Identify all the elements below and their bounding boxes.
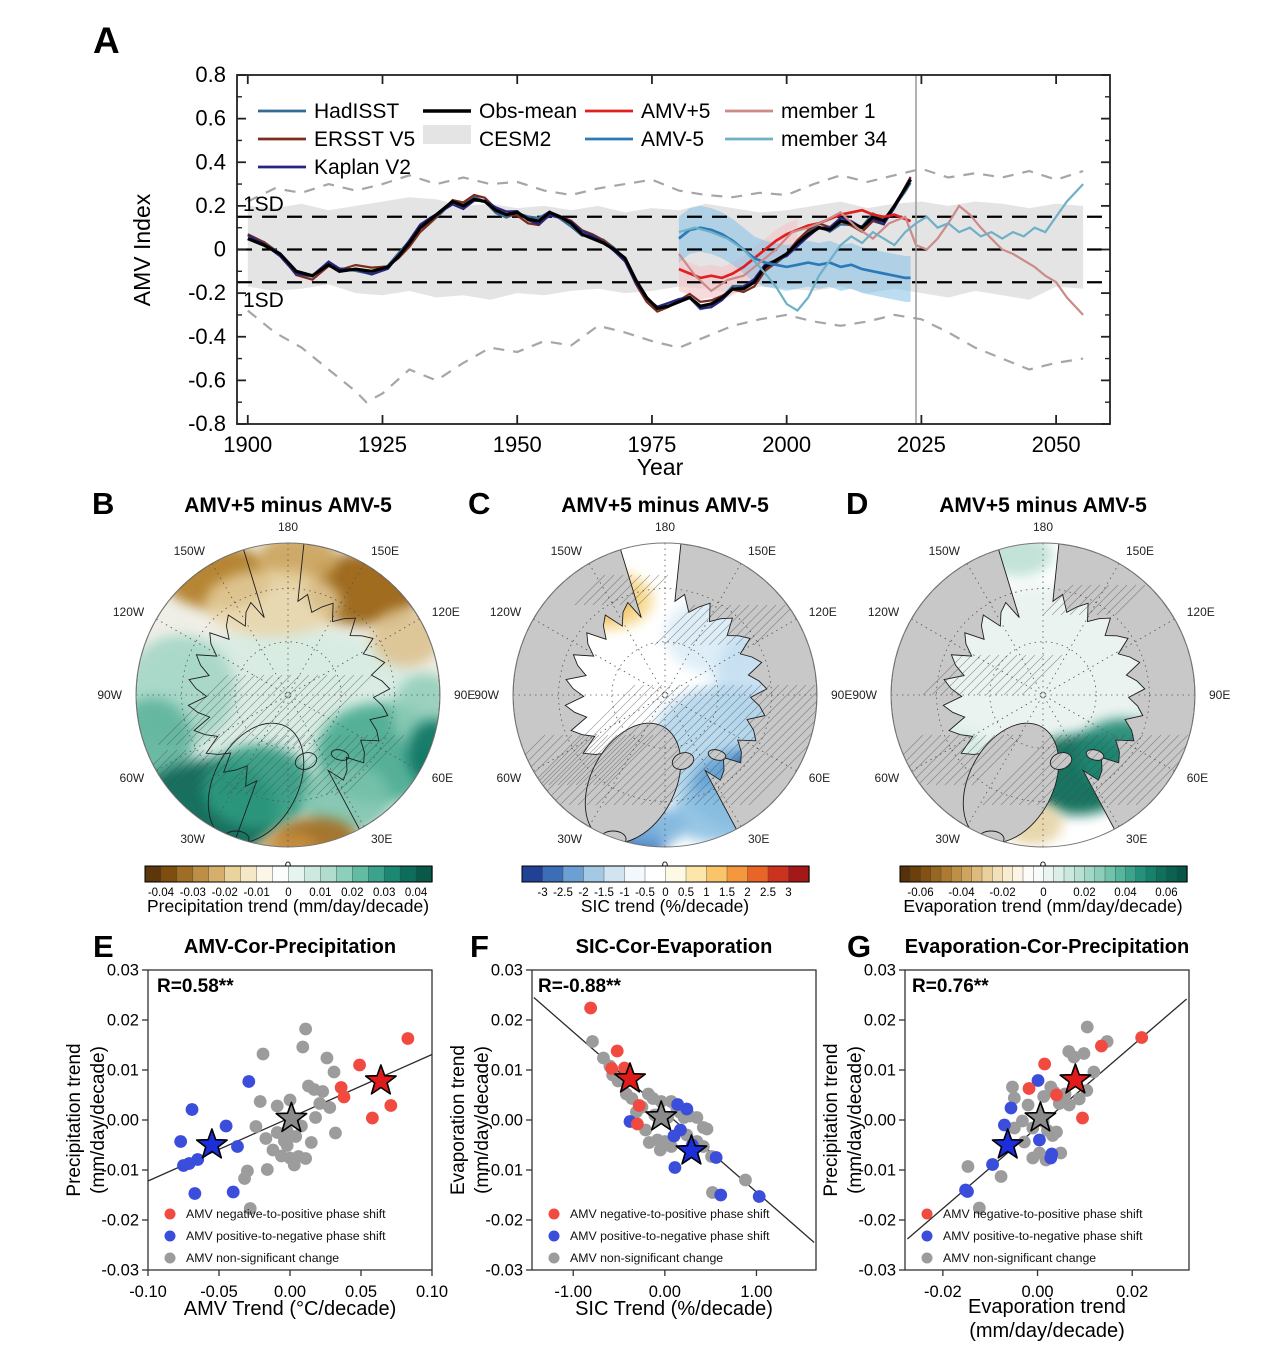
panel-label-d: D [846, 486, 869, 521]
svg-text:0.10: 0.10 [415, 1283, 449, 1301]
panel-label-e: E [93, 929, 114, 964]
svg-text:60W: 60W [119, 771, 145, 785]
svg-text:120E: 120E [431, 605, 460, 619]
svg-text:-2: -2 [578, 887, 589, 899]
svg-text:0.02: 0.02 [1116, 1283, 1149, 1301]
svg-text:1.5: 1.5 [719, 887, 735, 899]
svg-text:AMV positive-to-negative phase: AMV positive-to-negative phase shift [186, 1229, 386, 1243]
svg-text:0.01: 0.01 [106, 1061, 139, 1080]
svg-text:(mm/day/decade): (mm/day/decade) [845, 1046, 866, 1194]
svg-text:90E: 90E [454, 688, 476, 702]
svg-text:-0.2: -0.2 [188, 280, 226, 306]
svg-text:0.04: 0.04 [404, 887, 428, 899]
svg-text:-0.02: -0.02 [101, 1211, 139, 1230]
svg-text:0.04: 0.04 [1114, 887, 1137, 899]
svg-text:-0.03: -0.03 [101, 1261, 139, 1280]
svg-text:150W: 150W [173, 544, 205, 559]
panel-label-c: C [468, 486, 491, 521]
svg-text:-0.02: -0.02 [989, 887, 1016, 899]
scatter-g-xlabel-line1: Evaporation trend [968, 1296, 1126, 1318]
svg-text:180: 180 [1032, 520, 1054, 534]
correlation-label-g: R=0.76** [912, 976, 989, 997]
svg-text:120E: 120E [808, 605, 837, 619]
svg-text:-0.01: -0.01 [485, 1161, 523, 1180]
svg-text:150W: 150W [550, 544, 582, 559]
panel-label-a: A [93, 20, 120, 61]
colorbar-d-label: Evaporation trend (mm/day/decade) [903, 896, 1183, 916]
sic-trend-map [455, 515, 875, 910]
svg-text:0.01: 0.01 [309, 887, 332, 899]
svg-text:AMV positive-to-negative phase: AMV positive-to-negative phase shift [570, 1229, 770, 1243]
svg-text:-0.02: -0.02 [211, 887, 238, 899]
svg-text:2: 2 [744, 887, 751, 899]
svg-text:AMV-5: AMV-5 [641, 128, 705, 151]
svg-text:-0.01: -0.01 [858, 1161, 896, 1180]
svg-text:0.01: 0.01 [490, 1061, 523, 1080]
svg-text:-0.03: -0.03 [858, 1261, 896, 1280]
svg-text:-0.8: -0.8 [188, 411, 226, 436]
panel-label-g: G [847, 929, 872, 964]
svg-text:30E: 30E [1126, 831, 1148, 846]
svg-text:0: 0 [285, 887, 292, 899]
svg-text:-0.04: -0.04 [948, 887, 975, 899]
precipitation-trend-map [78, 515, 498, 910]
panel-a-xlabel: Year [636, 454, 684, 480]
svg-text:0.02: 0.02 [106, 1011, 139, 1030]
svg-text:90E: 90E [831, 688, 853, 702]
scatter-g-xlabel-line2: (mm/day/decade) [969, 1320, 1125, 1342]
svg-text:-0.4: -0.4 [188, 323, 226, 349]
scatter-e-title: AMV-Cor-Precipitation [183, 936, 397, 958]
svg-text:60W: 60W [496, 771, 522, 785]
svg-text:-1.5: -1.5 [594, 887, 614, 899]
svg-text:1975: 1975 [627, 432, 677, 457]
svg-text:30W: 30W [557, 831, 582, 846]
svg-text:-0.02: -0.02 [485, 1211, 523, 1230]
svg-text:0.00: 0.00 [1021, 1283, 1054, 1301]
svg-text:120W: 120W [867, 605, 900, 619]
svg-text:0.02: 0.02 [863, 1011, 896, 1030]
svg-text:AMV Index: AMV Index [129, 193, 155, 307]
svg-text:90W: 90W [474, 688, 499, 702]
colorbar-b-label: Precipitation trend (mm/day/decade) [146, 896, 430, 916]
svg-text:0.00: 0.00 [273, 1283, 307, 1301]
svg-text:Precipitation trend: Precipitation trend [64, 1043, 85, 1197]
svg-text:-0.01: -0.01 [243, 887, 270, 899]
svg-text:0.00: 0.00 [106, 1111, 139, 1130]
svg-text:0: 0 [662, 887, 669, 899]
svg-text:(mm/day/decade): (mm/day/decade) [472, 1046, 493, 1194]
svg-text:0.01: 0.01 [863, 1061, 896, 1080]
svg-text:2000: 2000 [762, 432, 812, 457]
svg-text:30W: 30W [935, 831, 960, 846]
svg-text:Obs-mean: Obs-mean [479, 100, 578, 123]
svg-text:AMV non-significant change: AMV non-significant change [570, 1251, 724, 1265]
svg-text:AMV non-significant change: AMV non-significant change [943, 1251, 1097, 1265]
svg-text:30W: 30W [180, 831, 205, 846]
map-b-title: AMV+5 minus AMV-5 [184, 494, 392, 517]
svg-text:AMV negative-to-positive phase: AMV negative-to-positive phase shift [570, 1207, 770, 1221]
svg-text:30E: 30E [371, 831, 393, 846]
svg-text:-0.03: -0.03 [485, 1261, 523, 1280]
svg-text:member 34: member 34 [781, 128, 888, 151]
svg-text:180: 180 [277, 520, 299, 534]
svg-text:0.00: 0.00 [648, 1283, 681, 1301]
panel-label-f: F [470, 929, 489, 964]
svg-text:0.4: 0.4 [195, 149, 226, 175]
svg-text:Kaplan V2: Kaplan V2 [314, 156, 411, 179]
svg-text:1SD: 1SD [243, 193, 284, 216]
svg-text:-0.02: -0.02 [858, 1211, 896, 1230]
svg-text:(mm/day/decade): (mm/day/decade) [88, 1046, 109, 1194]
svg-text:-0.05: -0.05 [200, 1283, 238, 1301]
svg-text:-0.04: -0.04 [147, 887, 175, 899]
svg-text:0: 0 [1040, 887, 1047, 899]
svg-text:0.8: 0.8 [195, 62, 226, 87]
scatter-g-title: Evaporation-Cor-Precipitation [904, 936, 1190, 958]
svg-text:AMV+5: AMV+5 [641, 100, 711, 123]
map-c-title: AMV+5 minus AMV-5 [561, 494, 769, 517]
svg-text:-3: -3 [537, 887, 548, 899]
svg-text:60E: 60E [808, 771, 831, 785]
svg-text:-0.03: -0.03 [179, 887, 206, 899]
svg-text:-2.5: -2.5 [553, 887, 573, 899]
correlation-label-f: R=-0.88** [538, 976, 621, 997]
svg-text:0.00: 0.00 [863, 1111, 896, 1130]
svg-text:ERSST V5: ERSST V5 [314, 128, 416, 151]
svg-text:0.03: 0.03 [372, 887, 396, 899]
evaporation-trend-map [833, 515, 1253, 910]
svg-text:60W: 60W [874, 771, 900, 785]
svg-text:0.02: 0.02 [490, 1011, 523, 1030]
svg-text:0.6: 0.6 [195, 105, 226, 131]
svg-text:30E: 30E [748, 831, 770, 846]
svg-text:Evaporation trend: Evaporation trend [448, 1045, 469, 1195]
amv-index-timeseries-chart [0, 0, 1269, 480]
svg-text:member 1: member 1 [781, 100, 876, 123]
svg-text:120W: 120W [112, 605, 145, 619]
svg-text:0.03: 0.03 [863, 961, 896, 980]
svg-text:60E: 60E [1186, 771, 1209, 785]
svg-text:0.03: 0.03 [106, 961, 139, 980]
panel-label-b: B [92, 486, 115, 521]
svg-text:2025: 2025 [896, 432, 946, 457]
svg-text:0: 0 [213, 236, 226, 262]
svg-text:-0.6: -0.6 [188, 367, 226, 393]
map-d-title: AMV+5 minus AMV-5 [939, 494, 1147, 517]
svg-text:-0.02: -0.02 [924, 1283, 962, 1301]
svg-text:120W: 120W [489, 605, 522, 619]
svg-text:0.02: 0.02 [341, 887, 364, 899]
svg-text:-1: -1 [619, 887, 630, 899]
svg-text:180: 180 [654, 520, 676, 534]
svg-text:150E: 150E [1126, 544, 1155, 559]
svg-text:0.05: 0.05 [344, 1283, 378, 1301]
svg-text:AMV non-significant change: AMV non-significant change [186, 1251, 340, 1265]
svg-text:1950: 1950 [492, 432, 542, 457]
svg-text:0.03: 0.03 [490, 961, 523, 980]
svg-text:AMV negative-to-positive phase: AMV negative-to-positive phase shift [186, 1207, 386, 1221]
scatter-e-xlabel: AMV Trend (°C/decade) [183, 1298, 397, 1320]
svg-text:-0.01: -0.01 [101, 1161, 139, 1180]
svg-text:150E: 150E [371, 544, 400, 559]
svg-text:0.2: 0.2 [195, 192, 226, 218]
colorbar-c-label: SIC trend (%/decade) [580, 896, 750, 916]
svg-text:AMV positive-to-negative phase: AMV positive-to-negative phase shift [943, 1229, 1143, 1243]
svg-text:HadISST: HadISST [314, 100, 400, 123]
svg-text:1900: 1900 [223, 432, 273, 457]
sic-evaporation-scatter [444, 955, 824, 1355]
svg-text:0.5: 0.5 [678, 887, 694, 899]
svg-text:0.00: 0.00 [490, 1111, 523, 1130]
scatter-f-xlabel: SIC Trend (%/decade) [575, 1298, 773, 1320]
svg-text:120E: 120E [1186, 605, 1215, 619]
scatter-f-title: SIC-Cor-Evaporation [575, 936, 773, 958]
svg-text:0.02: 0.02 [1073, 887, 1096, 899]
svg-text:1: 1 [703, 887, 710, 899]
svg-text:1SD: 1SD [243, 289, 284, 312]
svg-text:90W: 90W [97, 688, 122, 702]
svg-text:CESM2: CESM2 [479, 128, 552, 151]
correlation-label-e: R=0.58** [157, 976, 234, 997]
svg-text:1.00: 1.00 [740, 1283, 773, 1301]
svg-text:60E: 60E [431, 771, 454, 785]
svg-text:2050: 2050 [1031, 432, 1081, 457]
svg-text:-0.10: -0.10 [129, 1283, 167, 1301]
amv-precipitation-scatter [60, 955, 449, 1355]
svg-text:150E: 150E [748, 544, 777, 559]
svg-text:90E: 90E [1209, 688, 1231, 702]
svg-text:AMV negative-to-positive phase: AMV negative-to-positive phase shift [943, 1207, 1143, 1221]
svg-text:-0.5: -0.5 [635, 887, 655, 899]
svg-text:90W: 90W [852, 688, 877, 702]
evaporation-precipitation-scatter [817, 955, 1197, 1355]
svg-text:2.5: 2.5 [760, 887, 776, 899]
svg-text:0.06: 0.06 [1155, 887, 1178, 899]
svg-text:Precipitation trend: Precipitation trend [821, 1043, 842, 1197]
svg-text:3: 3 [785, 887, 792, 899]
svg-text:-1.00: -1.00 [554, 1283, 593, 1301]
svg-text:-0.06: -0.06 [907, 887, 934, 899]
svg-text:150W: 150W [928, 544, 960, 559]
svg-text:1925: 1925 [358, 432, 407, 457]
